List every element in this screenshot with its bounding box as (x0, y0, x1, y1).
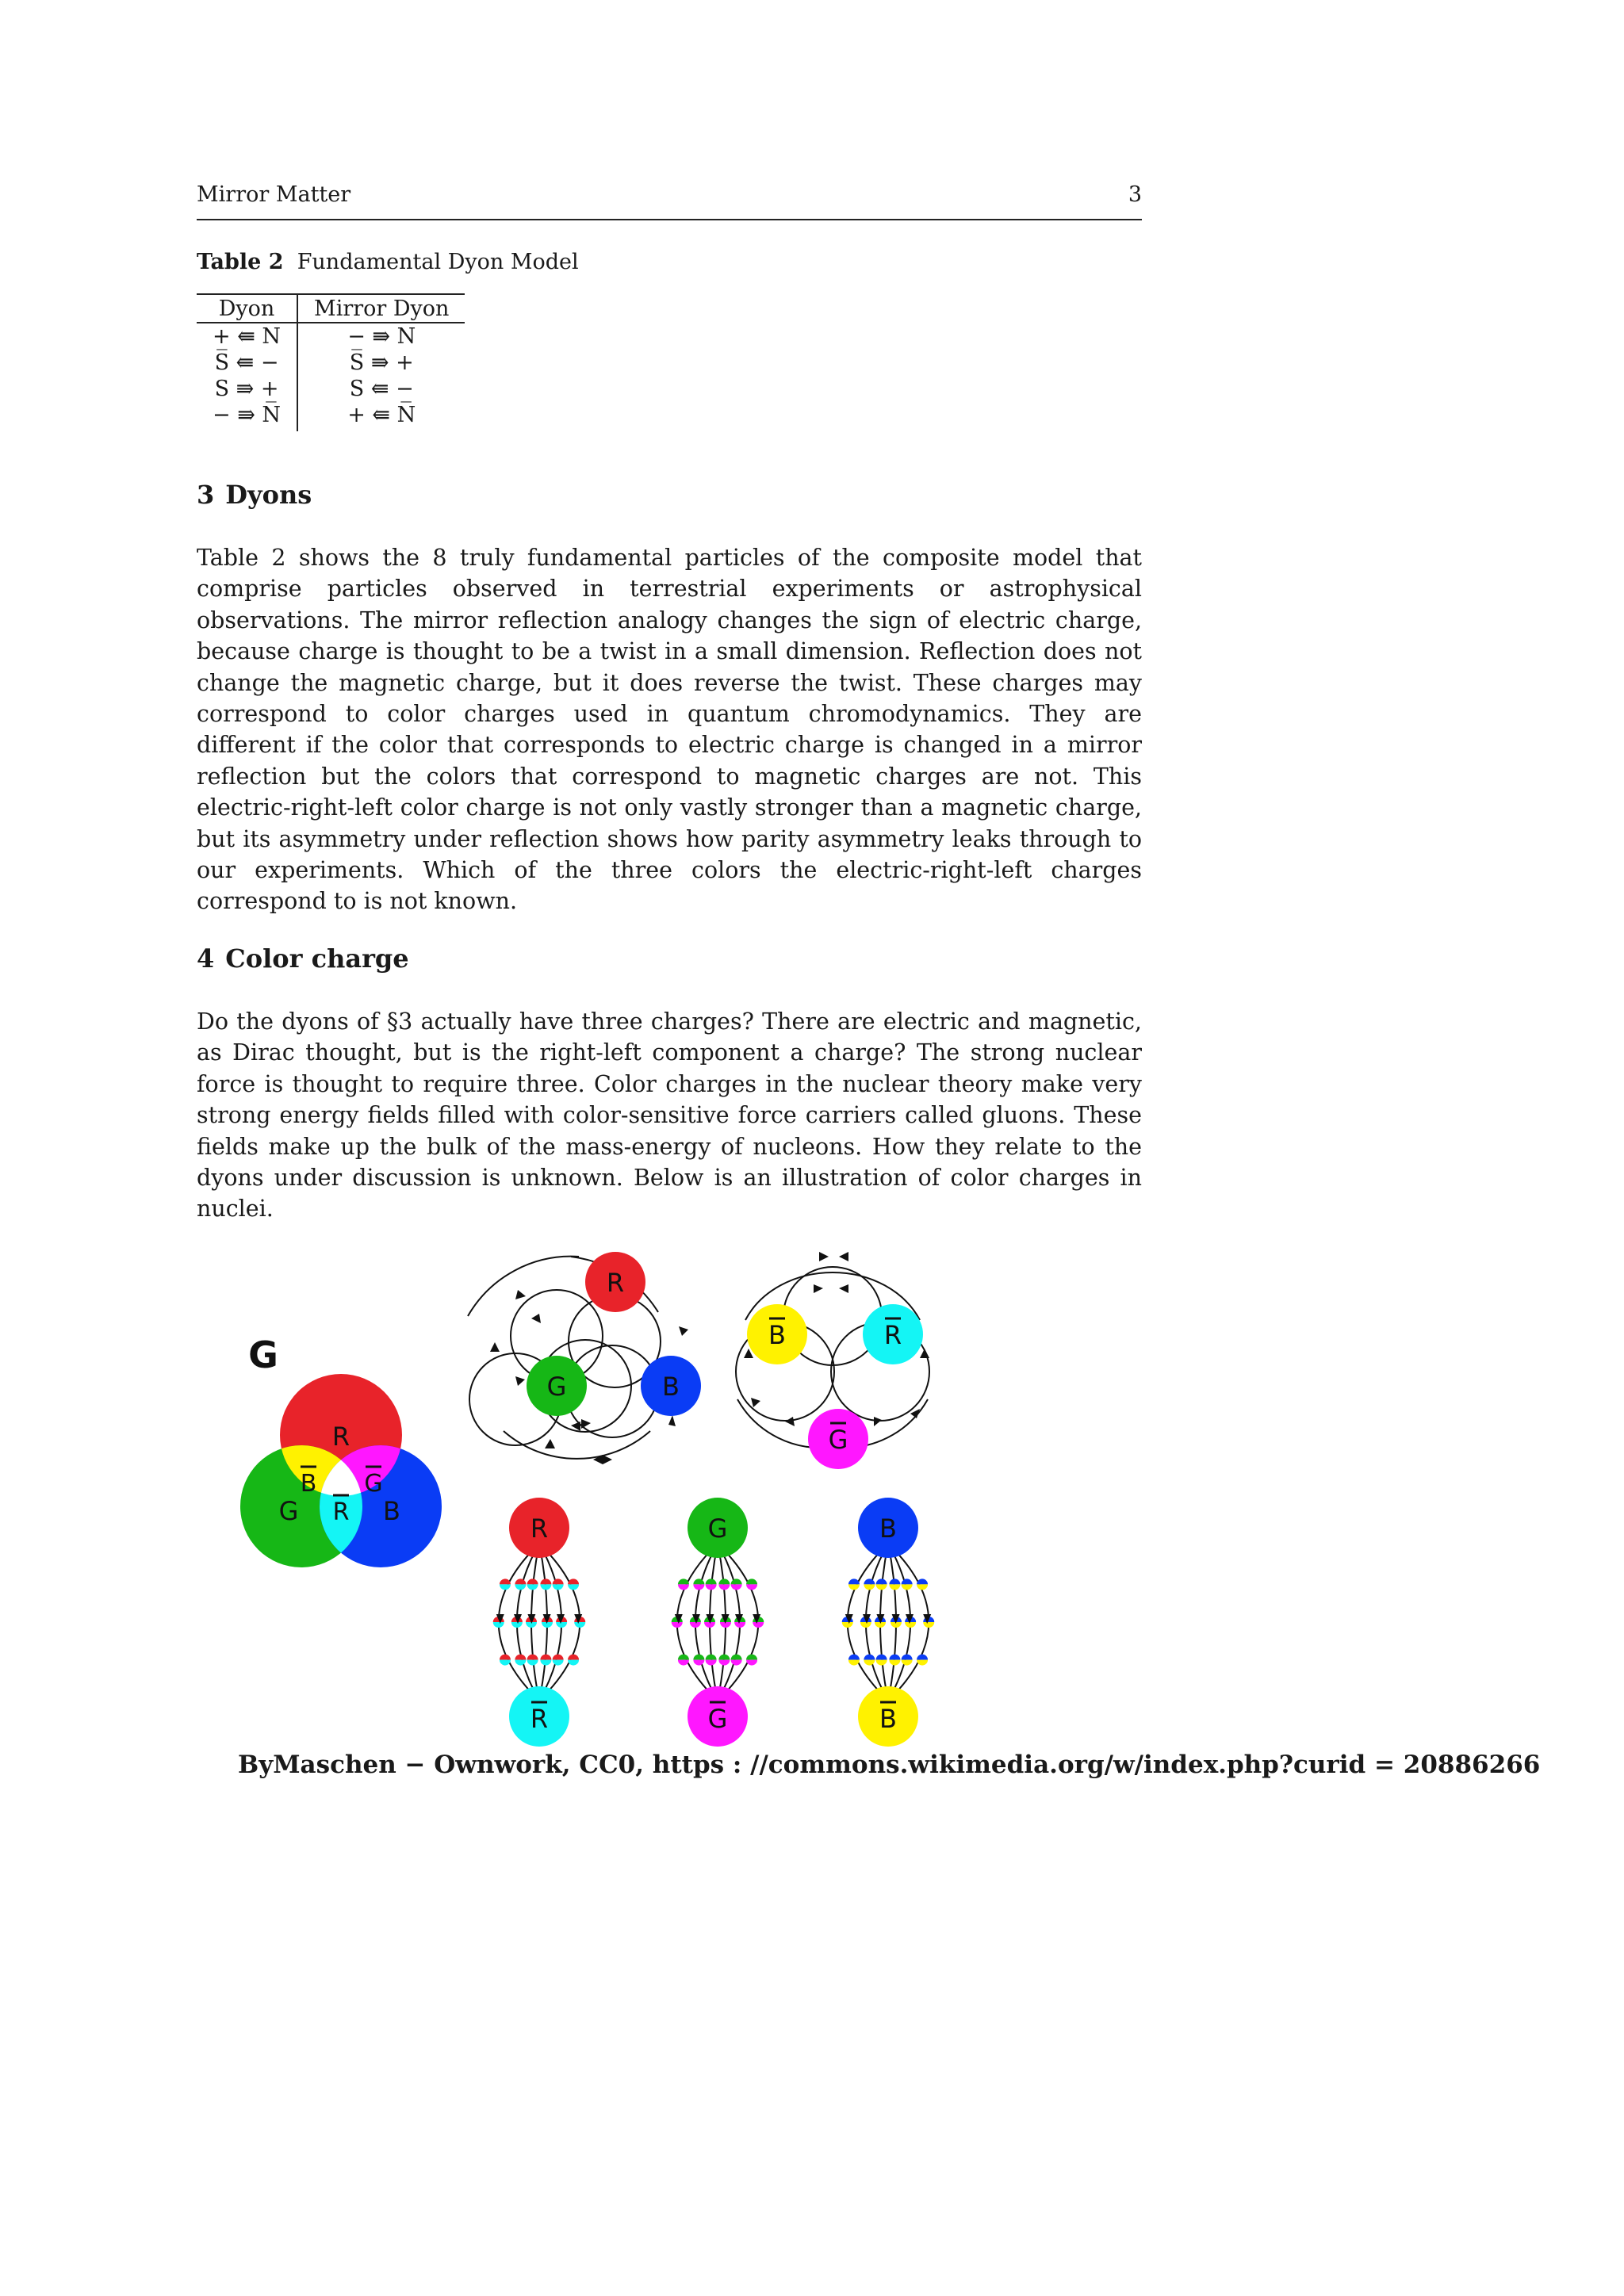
charge-dot (731, 1584, 742, 1590)
color-charge-illustration (230, 1241, 975, 1748)
charge-dot (568, 1655, 579, 1660)
charge-dot (876, 1655, 887, 1660)
table-label: Table 2 (197, 250, 284, 274)
triad-label: G (546, 1372, 567, 1402)
charge-dot (905, 1622, 916, 1628)
charge-dot (902, 1660, 913, 1666)
venn-diagram (240, 1374, 442, 1567)
charge-dot (731, 1578, 742, 1584)
venn-label-antiblue: B (300, 1470, 317, 1498)
table-row (197, 402, 465, 431)
pair-top-label: R (530, 1513, 549, 1544)
table-row (197, 323, 465, 350)
charge-dot (864, 1578, 875, 1584)
pair-bottom-label: G (707, 1704, 728, 1734)
charge-dot (693, 1655, 704, 1660)
charge-dot (500, 1578, 511, 1584)
charge-dot (876, 1584, 887, 1590)
charge-dot (864, 1584, 875, 1590)
pair-bottom-label: B (879, 1704, 897, 1734)
table-caption-text: Fundamental Dyon Model (297, 250, 579, 274)
charge-dot (746, 1584, 757, 1590)
charge-dot (556, 1622, 567, 1628)
charge-dot (553, 1578, 564, 1584)
charge-dot (923, 1622, 934, 1628)
charge-dot (542, 1622, 553, 1628)
dyon-table (197, 293, 465, 431)
charge-dot (842, 1622, 853, 1628)
charge-dot (553, 1655, 564, 1660)
pair-bottom-label: R (530, 1704, 549, 1734)
charge-dot (731, 1660, 742, 1666)
section-heading-dyons (197, 480, 312, 510)
charge-dot (753, 1622, 764, 1628)
charge-dot (693, 1584, 704, 1590)
charge-dot (848, 1578, 860, 1584)
charge-dot (678, 1660, 689, 1666)
charge-dot (746, 1660, 757, 1666)
table-cell: S ⇛ + (197, 376, 297, 402)
charge-dot (718, 1584, 730, 1590)
charge-dot (848, 1660, 860, 1666)
charge-dot (902, 1584, 913, 1590)
charge-dot (500, 1660, 511, 1666)
charge-dot (706, 1578, 717, 1584)
charge-dot (746, 1578, 757, 1584)
charge-dot (902, 1655, 913, 1660)
charge-dot (864, 1655, 875, 1660)
charge-dot (706, 1584, 717, 1590)
charge-dot (515, 1655, 526, 1660)
charge-dot (917, 1660, 928, 1666)
charge-dot (493, 1622, 504, 1628)
charge-dot (515, 1584, 526, 1590)
table-cell: − ⇛ N (347, 324, 416, 349)
table-cell: + ⇚ N (197, 323, 297, 350)
venn-label-antired: R (332, 1498, 350, 1526)
charge-dot (706, 1660, 717, 1666)
charge-dot (527, 1655, 538, 1660)
column-header: Mirror Dyon (297, 294, 465, 323)
page-number: 3 (1128, 182, 1142, 207)
charge-dot (891, 1622, 902, 1628)
section-title: Dyons (225, 480, 312, 510)
charge-dot (515, 1578, 526, 1584)
venn-label-antigreen: G (364, 1470, 383, 1498)
charge-dot (704, 1622, 715, 1628)
charge-dot (917, 1584, 928, 1590)
charge-dot (500, 1655, 511, 1660)
table-cell: − ⇛ N̅ (197, 402, 297, 431)
charge-dot (718, 1655, 730, 1660)
charge-dot (511, 1622, 523, 1628)
venn-label-green: G (278, 1496, 299, 1526)
charge-dot (746, 1655, 757, 1660)
charge-dot (540, 1578, 551, 1584)
charge-dot (693, 1660, 704, 1666)
gluon-symbol: G (248, 1334, 278, 1376)
figure-credit: ByMaschen − Ownwork, CC0, https : //commons.wikimedia.org/w/index.php?curid = 20886266 (238, 1751, 1541, 1779)
table-cell: S ⇚ − (349, 377, 414, 401)
charge-dot (672, 1622, 683, 1628)
pair-top-label: B (879, 1513, 897, 1544)
charge-dot (889, 1578, 900, 1584)
charge-dot (889, 1655, 900, 1660)
charge-dot (718, 1578, 730, 1584)
flux-tube-pairs (493, 1498, 935, 1747)
charge-dot (515, 1660, 526, 1666)
table-row (197, 376, 465, 402)
antitriad-label: G (828, 1425, 848, 1455)
charge-dot (678, 1578, 689, 1584)
section-number: 4 (197, 943, 215, 974)
section-body: Do the dyons of §3 actually have three charges? There are electric and magnetic, as Dirac thought, but is the right-left component a charge? The strong nuclear force is thought to require three. Color charges in the nuclear theory make very strong energy fields filled with color-sensitive force carriers called gluons. These fields make up the bulk of the mass-energy of nucleons. How they relate to the dyons under discussion is unknown. Below is an illustration of color charges in nuclei. (197, 1008, 1142, 1223)
charge-dot (848, 1584, 860, 1590)
charge-dot (889, 1660, 900, 1666)
antitriad-label: B (768, 1320, 786, 1350)
charge-dot (568, 1660, 579, 1666)
section-title: Color charge (225, 943, 409, 974)
table-row (197, 350, 465, 376)
charge-dot (678, 1584, 689, 1590)
charge-dot (917, 1578, 928, 1584)
charge-dot (540, 1660, 551, 1666)
table-cell: S̅ ⇚ − (197, 350, 297, 376)
charge-dot (553, 1584, 564, 1590)
charge-dot (860, 1622, 871, 1628)
charge-dot (720, 1622, 731, 1628)
triad-label: B (662, 1372, 680, 1402)
venn-label-red: R (331, 1422, 350, 1452)
charge-dot (568, 1584, 579, 1590)
charge-dot (876, 1660, 887, 1666)
charge-dot (540, 1655, 551, 1660)
charge-dot (526, 1622, 537, 1628)
venn-label-blue: B (383, 1496, 400, 1526)
charge-dot (876, 1578, 887, 1584)
charge-dot (553, 1660, 564, 1666)
charge-dot (848, 1655, 860, 1660)
table-header-row (197, 294, 465, 323)
table-caption (197, 250, 579, 274)
charge-dot (902, 1578, 913, 1584)
running-head (197, 179, 1142, 220)
charge-dot (718, 1660, 730, 1666)
triad-label: R (606, 1268, 625, 1298)
charge-dot (527, 1660, 538, 1666)
charge-dot (693, 1578, 704, 1584)
charge-dot (864, 1660, 875, 1666)
antitriad-label: R (883, 1320, 902, 1350)
charge-dot (875, 1622, 886, 1628)
color-charge-figure (230, 1241, 975, 1748)
table-cell: S̅ ⇛ + (349, 350, 414, 375)
section-body: Table 2 shows the 8 truly fundamental particles of the composite model that comprise particles observed in terrestrial experiments or astrophysical observations. The mirror reflection analogy changes the sign of electric charge, because charge is thought to be a twist in a small dimension. Reflection does not change the magnetic charge, but it does reverse the twist. These charges may correspond to color charges used in quantum chromodynamics. They are different if the color that corresponds to electric charge is changed in a mirror reflection but the colors that correspond to magnetic charges are not. This electric-right-left color charge is not only vastly stronger than a magnetic charge, but its asymmetry under reflection shows how parity asymmetry leaks through to our experiments. Which of the three colors the electric-right-left charges correspond to is not known. (197, 545, 1142, 915)
charge-dot (527, 1578, 538, 1584)
charge-dot (734, 1622, 745, 1628)
charge-dot (690, 1622, 701, 1628)
charge-dot (706, 1655, 717, 1660)
charge-dot (678, 1655, 689, 1660)
charge-dot (540, 1584, 551, 1590)
charge-dot (889, 1584, 900, 1590)
column-header: Dyon (197, 294, 297, 323)
charge-dot (568, 1578, 579, 1584)
section-heading-color-charge (197, 943, 409, 974)
charge-dot (574, 1622, 585, 1628)
charge-dot (500, 1584, 511, 1590)
charge-dot (527, 1584, 538, 1590)
charge-dot (731, 1655, 742, 1660)
charge-dot (917, 1655, 928, 1660)
running-title: Mirror Matter (197, 182, 351, 207)
pair-top-label: G (707, 1513, 728, 1544)
table-cell: + ⇚ N̅ (347, 403, 416, 427)
section-number: 3 (197, 480, 215, 510)
